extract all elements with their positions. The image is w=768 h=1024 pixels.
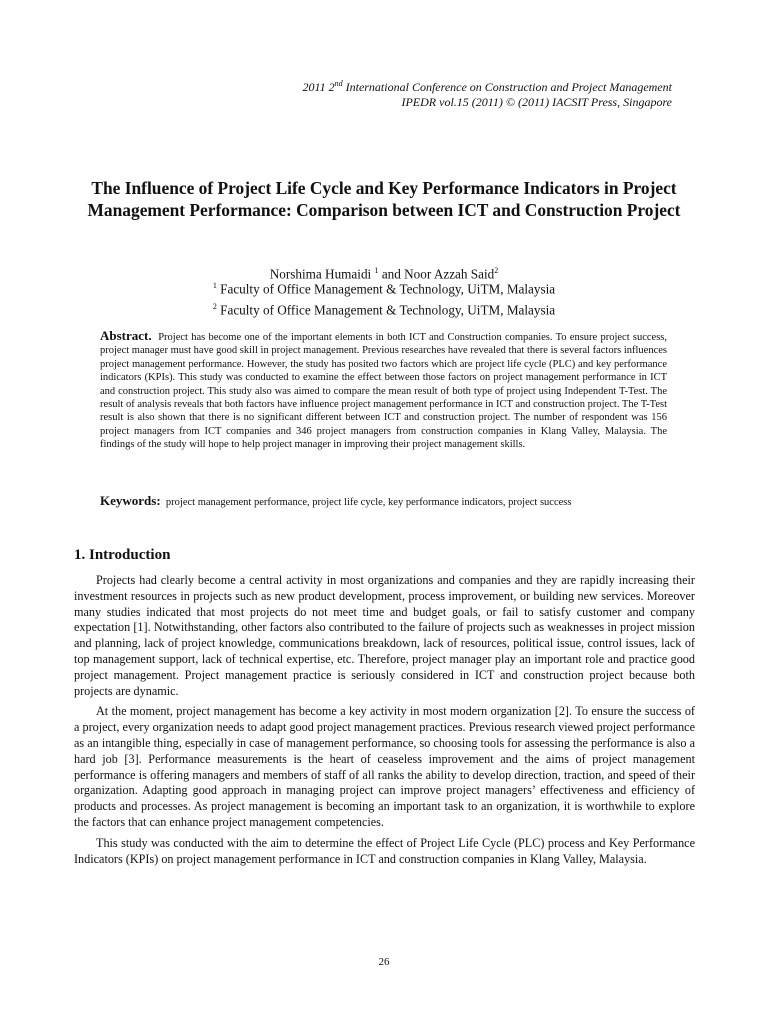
paper-title: The Influence of Project Life Cycle and Key Performance Indicators in Project Management Performance: Comparison between ICT and Construction Project xyxy=(87,178,681,220)
author-line: Norshima Humaidi $^1$ and Noor Azzah Said$^2$ xyxy=(269,266,499,282)
conference-header xyxy=(303,76,673,110)
conference-line: 2011 2nd International Conference on Construction and Project Management xyxy=(302,79,672,94)
affiliation-1: $^1$ Faculty of Office Management & Technology, UiTM, Malaysia xyxy=(212,281,556,297)
body-paragraph: Projects had clearly become a central activity in most organizations and companies and they are rapidly increasing their investment resources in projects such as new product development, process improvement, or building new services. Moreover many studies indicated that most projects do not meet time and budget goals, or fail to satisfy customer and company expectation [1]. Notwithstanding, other factors also contributed to the failure of projects such as weaknesses in project mission and planning, lack of project knowledge, communications breakdown, lack of resources, political issue, control issues, lack of top management support, lack of technical expertise, etc. Therefore, project manager play an important role and practice good project management. Project management practice is seriously considered in ICT and construction project because both projects are dynamic. xyxy=(74,573,695,698)
page-number: 26 xyxy=(378,956,390,968)
author-1-mark: 1 xyxy=(374,266,379,275)
abstract xyxy=(100,329,667,452)
keywords xyxy=(100,494,667,509)
publication-line: IPEDR vol.15 (2011) © (2011) IACSIT Press, Singapore xyxy=(401,95,672,109)
section-body xyxy=(74,573,695,872)
abstract-label: Abstract. xyxy=(100,328,152,343)
keywords-text: project management performance, project life cycle, key performance indicators, project success xyxy=(165,497,572,508)
author-1: Norshima Humaidi xyxy=(269,266,372,282)
keywords-label: Keywords: xyxy=(100,493,161,508)
section-heading: 1. Introduction xyxy=(74,547,171,563)
author-2-mark: 2 xyxy=(494,266,499,275)
abstract-text: Project has become one of the important elements in both ICT and Construction companies. To ensure project success, project manager must have good skill in project management. Previous researches have revealed that there is several factors influences project management performance. However, the study has posited two factors which are project life cycle (PLC) and key performance indicators (KPIs). This study was conducted to examine the effect between those factors on project management performance in ICT and construction project. This study also was aimed to compare the mean result of both type of project using Independent T-Test. The result of analysis reveals that both factors have influence project management performance in ICT and construction project. The T-Test result is also shown that there is no significant different between ICT and construction project. The number of respondent was 156 project managers from ICT companies and 346 project managers from construction companies in Klang Valley, Malaysia. The findings of the study will hope to help project manager in improving their project management skills. xyxy=(100,332,668,451)
body-paragraph: This study was conducted with the aim to determine the effect of Project Life Cycle (PLC) process and Key Performance Indicators (KPIs) on project management performance in ICT and construction companies in Klang Valley, Malaysia. xyxy=(74,835,695,866)
body-paragraph: At the moment, project management has become a key activity in most modern organization [2]. To ensure the success of a project, every organization needs to adapt good project management practices. Previous research viewed project performance as an intangible thing, especially in case of management performance, so choosing tools for assessing the performance is also a hard job [3]. Performance measurements is the heart of ceaseless improvement and the aims of project management performance is offering managers and members of staff of all ranks the ability to develop direction, traction, and speed of their organization. Adapting good approach in managing project can improve project managers’ effectiveness and efficiency of products and processes. As project management is becoming an important task to an organization, it is worthwhile to explore the factors that can enhance project management competencies. xyxy=(74,704,695,829)
affiliation-2: $^2$ Faculty of Office Management & Technology, UiTM, Malaysia xyxy=(212,302,556,318)
author-2: Noor Azzah Said xyxy=(404,266,495,282)
